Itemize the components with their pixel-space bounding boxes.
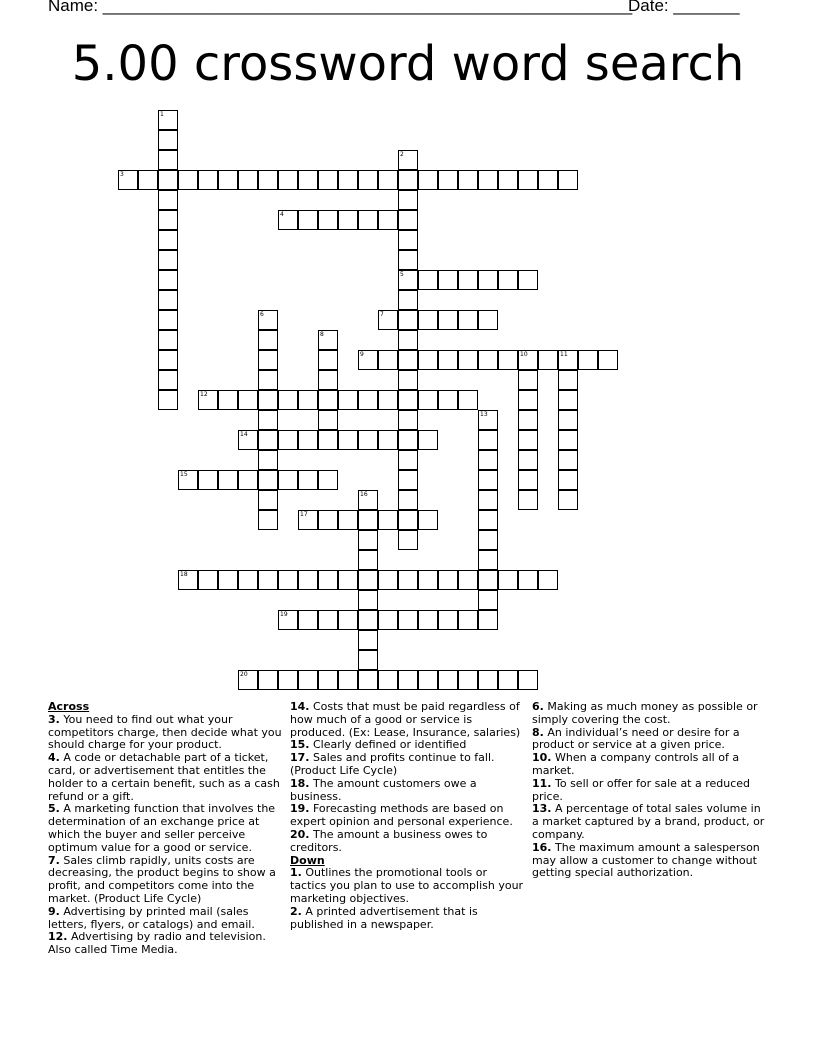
grid-cell[interactable] bbox=[298, 610, 318, 630]
grid-cell[interactable] bbox=[358, 390, 378, 410]
grid-cell[interactable] bbox=[378, 390, 398, 410]
grid-cell[interactable] bbox=[558, 410, 578, 430]
grid-cell[interactable] bbox=[318, 210, 338, 230]
grid-cell[interactable] bbox=[398, 430, 418, 450]
grid-cell[interactable] bbox=[438, 270, 458, 290]
grid-cell[interactable] bbox=[158, 130, 178, 150]
grid-cell[interactable] bbox=[498, 670, 518, 690]
grid-cell[interactable] bbox=[238, 470, 258, 490]
grid-cell[interactable] bbox=[258, 570, 278, 590]
grid-cell[interactable] bbox=[118, 170, 138, 190]
grid-cell[interactable] bbox=[158, 150, 178, 170]
grid-cell[interactable] bbox=[478, 490, 498, 510]
grid-cell[interactable] bbox=[158, 350, 178, 370]
clue-item-number: 4. bbox=[48, 751, 60, 765]
grid-cell[interactable] bbox=[538, 570, 558, 590]
grid-cell[interactable] bbox=[238, 670, 258, 690]
grid-cell[interactable] bbox=[518, 470, 538, 490]
grid-cell[interactable] bbox=[298, 430, 318, 450]
clue-item-number: 19. bbox=[290, 802, 310, 816]
clue-item bbox=[290, 829, 526, 855]
across-heading: Across bbox=[48, 700, 90, 713]
grid-cell[interactable] bbox=[518, 570, 538, 590]
grid-cell[interactable] bbox=[478, 270, 498, 290]
grid-cell[interactable] bbox=[378, 170, 398, 190]
grid-cell[interactable] bbox=[438, 350, 458, 370]
clue-item bbox=[290, 701, 526, 739]
grid-cell[interactable] bbox=[318, 170, 338, 190]
grid-cell[interactable] bbox=[498, 570, 518, 590]
grid-cell[interactable] bbox=[358, 570, 378, 590]
grid-cell[interactable] bbox=[318, 570, 338, 590]
clue-item bbox=[532, 778, 768, 804]
grid-cell[interactable] bbox=[258, 510, 278, 530]
grid-cell[interactable] bbox=[338, 430, 358, 450]
clue-item-text: Clearly defined or identified bbox=[309, 738, 467, 752]
clue-number: 8 bbox=[320, 331, 324, 338]
grid-cell[interactable] bbox=[158, 290, 178, 310]
grid-cell[interactable] bbox=[478, 550, 498, 570]
grid-cell[interactable] bbox=[138, 170, 158, 190]
page-title: 5.00 crossword word search bbox=[71, 36, 745, 92]
grid-cell[interactable] bbox=[458, 170, 478, 190]
grid-cell[interactable] bbox=[298, 470, 318, 490]
clue-item-text: Forecasting methods are based on expert opinion and personal experience. bbox=[290, 802, 513, 829]
grid-cell[interactable] bbox=[258, 670, 278, 690]
grid-cell[interactable] bbox=[398, 170, 418, 190]
grid-cell[interactable] bbox=[278, 390, 298, 410]
clue-item-text: The amount customers owe a business. bbox=[290, 776, 477, 803]
grid-cell[interactable] bbox=[338, 170, 358, 190]
grid-cell[interactable] bbox=[478, 610, 498, 630]
grid-cell[interactable] bbox=[338, 510, 358, 530]
clue-item-text: Advertising by printed mail (sales letters, flyers, or catalogs) and email. bbox=[48, 904, 255, 931]
grid-cell[interactable] bbox=[438, 170, 458, 190]
grid-cell[interactable] bbox=[398, 330, 418, 350]
grid-cell[interactable] bbox=[538, 350, 558, 370]
clue-item bbox=[48, 931, 284, 957]
clue-number: 13 bbox=[480, 411, 488, 418]
name-field-label: Name: ________________________________________________________ bbox=[48, 0, 633, 15]
grid-cell[interactable] bbox=[418, 510, 438, 530]
grid-cell[interactable] bbox=[398, 450, 418, 470]
grid-cell[interactable] bbox=[358, 170, 378, 190]
grid-cell[interactable] bbox=[458, 570, 478, 590]
clue-item-text: Sales and profits continue to fall. (Product Life Cycle) bbox=[290, 751, 495, 777]
grid-cell[interactable] bbox=[538, 170, 558, 190]
grid-cell[interactable] bbox=[418, 310, 438, 330]
grid-cell[interactable] bbox=[158, 370, 178, 390]
clue-item-text: Outlines the promotional tools or tactics you plan to use to accomplish your marketing objectives. bbox=[290, 866, 524, 905]
grid-cell[interactable] bbox=[418, 670, 438, 690]
grid-cell[interactable] bbox=[358, 490, 378, 510]
grid-cell[interactable] bbox=[318, 330, 338, 350]
grid-cell[interactable] bbox=[298, 510, 318, 530]
clue-number: 19 bbox=[280, 611, 288, 618]
grid-cell[interactable] bbox=[518, 270, 538, 290]
clue-number: 9 bbox=[360, 351, 364, 358]
date-field-label: Date: _______ bbox=[628, 0, 740, 15]
grid-cell[interactable] bbox=[518, 450, 538, 470]
grid-cell[interactable] bbox=[438, 610, 458, 630]
clue-item-text: Advertising by radio and television. Also called Time Media. bbox=[48, 930, 266, 957]
clues-column-2 bbox=[290, 701, 526, 931]
grid-cell[interactable] bbox=[458, 310, 478, 330]
clue-item-number: 14. bbox=[290, 700, 310, 713]
grid-cell[interactable] bbox=[258, 430, 278, 450]
grid-cell[interactable] bbox=[198, 390, 218, 410]
grid-cell[interactable] bbox=[398, 670, 418, 690]
grid-cell[interactable] bbox=[438, 310, 458, 330]
clue-item-number: 9. bbox=[48, 904, 60, 918]
grid-cell[interactable] bbox=[358, 350, 378, 370]
clue-number: 2 bbox=[400, 151, 404, 158]
clue-number: 20 bbox=[240, 671, 248, 678]
grid-cell[interactable] bbox=[238, 570, 258, 590]
clue-number: 5 bbox=[400, 271, 404, 278]
clue-item bbox=[290, 803, 526, 829]
grid-cell[interactable] bbox=[258, 470, 278, 490]
grid-cell[interactable] bbox=[298, 170, 318, 190]
grid-cell[interactable] bbox=[378, 670, 398, 690]
clue-item-text: The amount a business owes to creditors. bbox=[290, 827, 488, 854]
grid-cell[interactable] bbox=[318, 410, 338, 430]
clue-item-text: Making as much money as possible or simply covering the cost. bbox=[532, 700, 758, 726]
grid-cell[interactable] bbox=[398, 310, 418, 330]
grid-cell[interactable] bbox=[238, 390, 258, 410]
grid-cell[interactable] bbox=[398, 370, 418, 390]
clue-number: 10 bbox=[520, 351, 528, 358]
grid-cell[interactable] bbox=[418, 350, 438, 370]
clue-item-number: 7. bbox=[48, 853, 60, 867]
grid-cell[interactable] bbox=[478, 510, 498, 530]
grid-cell[interactable] bbox=[258, 490, 278, 510]
grid-cell[interactable] bbox=[158, 270, 178, 290]
grid-cell[interactable] bbox=[318, 370, 338, 390]
grid-cell[interactable] bbox=[598, 350, 618, 370]
grid-cell[interactable] bbox=[518, 670, 538, 690]
grid-cell[interactable] bbox=[518, 430, 538, 450]
grid-cell[interactable] bbox=[558, 470, 578, 490]
clue-item-number: 15. bbox=[290, 738, 310, 752]
clue-item-number: 1. bbox=[290, 866, 302, 880]
grid-cell[interactable] bbox=[258, 170, 278, 190]
grid-cell[interactable] bbox=[558, 490, 578, 510]
grid-cell[interactable] bbox=[278, 670, 298, 690]
grid-cell[interactable] bbox=[398, 530, 418, 550]
grid-cell[interactable] bbox=[218, 170, 238, 190]
grid-cell[interactable] bbox=[258, 370, 278, 390]
grid-cell[interactable] bbox=[398, 350, 418, 370]
grid-cell[interactable] bbox=[318, 610, 338, 630]
clue-number: 12 bbox=[200, 391, 208, 398]
clue-item-text: Sales climb rapidly, units costs are decreasing, the product begins to show a profit, and competitors come into the market. (Product Life Cycle) bbox=[48, 853, 276, 905]
grid-cell[interactable] bbox=[258, 390, 278, 410]
grid-cell[interactable] bbox=[158, 170, 178, 190]
grid-cell[interactable] bbox=[398, 190, 418, 210]
grid-cell[interactable] bbox=[398, 570, 418, 590]
clue-item bbox=[532, 752, 768, 778]
grid-cell[interactable] bbox=[458, 670, 478, 690]
grid-cell[interactable] bbox=[398, 490, 418, 510]
grid-cell[interactable] bbox=[398, 610, 418, 630]
grid-cell[interactable] bbox=[558, 370, 578, 390]
grid-cell[interactable] bbox=[578, 350, 598, 370]
grid-cell[interactable] bbox=[478, 310, 498, 330]
down-heading: Down bbox=[290, 853, 325, 867]
grid-cell[interactable] bbox=[358, 650, 378, 670]
grid-cell[interactable] bbox=[478, 530, 498, 550]
clue-item-number: 3. bbox=[48, 712, 60, 726]
grid-cell[interactable] bbox=[438, 390, 458, 410]
grid-cell[interactable] bbox=[558, 450, 578, 470]
clues-column-3 bbox=[532, 701, 768, 880]
clue-number: 6 bbox=[260, 311, 264, 318]
grid-cell[interactable] bbox=[418, 170, 438, 190]
clue-item-number: 16. bbox=[532, 840, 552, 854]
grid-cell[interactable] bbox=[378, 350, 398, 370]
clue-number: 18 bbox=[180, 571, 188, 578]
clue-item bbox=[290, 867, 526, 905]
grid-cell[interactable] bbox=[298, 210, 318, 230]
clue-item bbox=[48, 714, 284, 752]
grid-cell[interactable] bbox=[358, 530, 378, 550]
grid-cell[interactable] bbox=[478, 410, 498, 430]
clue-item bbox=[290, 778, 526, 804]
grid-cell[interactable] bbox=[278, 570, 298, 590]
grid-cell[interactable] bbox=[478, 590, 498, 610]
clue-number: 17 bbox=[300, 511, 308, 518]
grid-cell[interactable] bbox=[338, 210, 358, 230]
grid-cell[interactable] bbox=[318, 470, 338, 490]
grid-cell[interactable] bbox=[318, 670, 338, 690]
grid-cell[interactable] bbox=[558, 430, 578, 450]
grid-cell[interactable] bbox=[358, 630, 378, 650]
grid-cell[interactable] bbox=[398, 510, 418, 530]
clue-number: 14 bbox=[240, 431, 248, 438]
grid-cell[interactable] bbox=[398, 230, 418, 250]
grid-cell[interactable] bbox=[418, 390, 438, 410]
grid-cell[interactable] bbox=[218, 570, 238, 590]
clue-item-text: A code or detachable part of a ticket, card, or advertisement that entitles the holder to a certain benefit, such as a cash refund or a gift. bbox=[48, 751, 280, 803]
grid-cell[interactable] bbox=[298, 390, 318, 410]
clue-item bbox=[532, 727, 768, 753]
clue-item-number: 12. bbox=[48, 930, 68, 944]
grid-cell[interactable] bbox=[438, 570, 458, 590]
grid-cell[interactable] bbox=[158, 330, 178, 350]
grid-cell[interactable] bbox=[418, 430, 438, 450]
clue-number: 11 bbox=[560, 351, 568, 358]
grid-cell[interactable] bbox=[238, 430, 258, 450]
grid-cell[interactable] bbox=[458, 350, 478, 370]
grid-cell[interactable] bbox=[478, 670, 498, 690]
grid-cell[interactable] bbox=[378, 510, 398, 530]
grid-cell[interactable] bbox=[378, 310, 398, 330]
clue-item-text: The maximum amount a salesperson may allow a customer to change without getting special authorization. bbox=[532, 840, 760, 880]
clue-item bbox=[48, 906, 284, 932]
clue-item-text: Costs that must be paid regardless of how much of a good or service is produced. (Ex: Lease, Insurance, salaries) bbox=[290, 700, 521, 739]
grid-cell[interactable] bbox=[318, 390, 338, 410]
grid-cell[interactable] bbox=[258, 410, 278, 430]
grid-cell[interactable] bbox=[418, 570, 438, 590]
grid-cell[interactable] bbox=[218, 390, 238, 410]
grid-cell[interactable] bbox=[358, 610, 378, 630]
grid-cell[interactable] bbox=[378, 430, 398, 450]
grid-cell[interactable] bbox=[238, 170, 258, 190]
clue-item-text: A marketing function that involves the determination of an exchange price at which the buyer and seller perceive optimum value for a good or service. bbox=[48, 802, 276, 854]
clue-item bbox=[48, 803, 284, 854]
clue-item bbox=[532, 842, 768, 880]
grid-cell[interactable] bbox=[198, 170, 218, 190]
clue-number: 4 bbox=[280, 211, 284, 218]
grid-cell[interactable] bbox=[358, 550, 378, 570]
clue-item-number: 17. bbox=[290, 751, 310, 765]
grid-cell[interactable] bbox=[378, 570, 398, 590]
grid-cell[interactable] bbox=[258, 330, 278, 350]
clue-number: 3 bbox=[120, 171, 124, 178]
clue-item-text: An individual’s need or desire for a product or service at a given price. bbox=[532, 725, 740, 752]
grid-cell[interactable] bbox=[378, 210, 398, 230]
clue-item-text: You need to find out what your competitors charge, then decide what you should charge for your product. bbox=[48, 712, 282, 752]
grid-cell[interactable] bbox=[458, 610, 478, 630]
clue-item-text: A percentage of total sales volume in a market captured by a brand, product, or company. bbox=[532, 802, 765, 841]
grid-cell[interactable] bbox=[398, 470, 418, 490]
clue-item-number: 10. bbox=[532, 751, 552, 765]
grid-cell[interactable] bbox=[398, 250, 418, 270]
grid-cell[interactable] bbox=[398, 410, 418, 430]
grid-cell[interactable] bbox=[158, 310, 178, 330]
clue-item-text: A printed advertisement that is published in a newspaper. bbox=[290, 904, 478, 931]
clue-item-text: When a company controls all of a market. bbox=[532, 751, 740, 777]
grid-cell[interactable] bbox=[358, 590, 378, 610]
clue-item-number: 11. bbox=[532, 776, 552, 790]
grid-cell[interactable] bbox=[558, 170, 578, 190]
grid-cell[interactable] bbox=[158, 210, 178, 230]
grid-cell[interactable] bbox=[398, 290, 418, 310]
grid-cell[interactable] bbox=[518, 350, 538, 370]
grid-cell[interactable] bbox=[478, 570, 498, 590]
grid-cell[interactable] bbox=[278, 610, 298, 630]
grid-cell[interactable] bbox=[398, 270, 418, 290]
clue-item bbox=[48, 752, 284, 803]
clue-item-number: 13. bbox=[532, 802, 552, 816]
clue-item-number: 20. bbox=[290, 827, 310, 841]
grid-cell[interactable] bbox=[338, 390, 358, 410]
grid-cell[interactable] bbox=[318, 430, 338, 450]
grid-cell[interactable] bbox=[318, 510, 338, 530]
clue-item-number: 6. bbox=[532, 700, 544, 713]
grid-cell[interactable] bbox=[278, 470, 298, 490]
grid-cell[interactable] bbox=[258, 310, 278, 330]
grid-cell[interactable] bbox=[478, 170, 498, 190]
grid-cell[interactable] bbox=[298, 570, 318, 590]
clue-number: 15 bbox=[180, 471, 188, 478]
clue-item-number: 2. bbox=[290, 904, 302, 918]
grid-cell[interactable] bbox=[478, 350, 498, 370]
grid-cell[interactable] bbox=[478, 430, 498, 450]
grid-cell[interactable] bbox=[498, 270, 518, 290]
grid-cell[interactable] bbox=[358, 430, 378, 450]
grid-cell[interactable] bbox=[378, 610, 398, 630]
clue-item-number: 8. bbox=[532, 725, 544, 739]
grid-cell[interactable] bbox=[478, 470, 498, 490]
clues-column-1 bbox=[48, 701, 284, 957]
grid-cell[interactable] bbox=[278, 170, 298, 190]
grid-cell[interactable] bbox=[218, 470, 238, 490]
grid-cell[interactable] bbox=[518, 370, 538, 390]
grid-cell[interactable] bbox=[518, 490, 538, 510]
clue-item bbox=[48, 855, 284, 906]
clue-number: 16 bbox=[360, 491, 368, 498]
grid-cell[interactable] bbox=[338, 570, 358, 590]
grid-cell[interactable] bbox=[498, 350, 518, 370]
grid-cell[interactable] bbox=[478, 450, 498, 470]
grid-cell[interactable] bbox=[358, 510, 378, 530]
grid-cell[interactable] bbox=[458, 270, 478, 290]
grid-cell[interactable] bbox=[158, 110, 178, 130]
grid-cell[interactable] bbox=[178, 470, 198, 490]
grid-cell[interactable] bbox=[178, 570, 198, 590]
grid-cell[interactable] bbox=[198, 570, 218, 590]
grid-cell[interactable] bbox=[338, 610, 358, 630]
grid-cell[interactable] bbox=[178, 170, 198, 190]
grid-cell[interactable] bbox=[398, 150, 418, 170]
grid-cell[interactable] bbox=[258, 450, 278, 470]
grid-cell[interactable] bbox=[398, 390, 418, 410]
grid-cell[interactable] bbox=[158, 190, 178, 210]
grid-cell[interactable] bbox=[418, 270, 438, 290]
clue-item bbox=[532, 803, 768, 841]
clue-number: 1 bbox=[160, 111, 164, 118]
clue-item bbox=[290, 906, 526, 932]
clue-number: 7 bbox=[380, 311, 384, 318]
grid-cell[interactable] bbox=[158, 230, 178, 250]
grid-cell[interactable] bbox=[458, 390, 478, 410]
clue-item bbox=[290, 752, 526, 778]
grid-cell[interactable] bbox=[338, 670, 358, 690]
grid-cell[interactable] bbox=[278, 430, 298, 450]
grid-cell[interactable] bbox=[318, 350, 338, 370]
grid-cell[interactable] bbox=[278, 210, 298, 230]
grid-cell[interactable] bbox=[518, 410, 538, 430]
grid-cell[interactable] bbox=[158, 390, 178, 410]
grid-cell[interactable] bbox=[518, 390, 538, 410]
grid-cell[interactable] bbox=[358, 210, 378, 230]
grid-cell[interactable] bbox=[518, 170, 538, 190]
grid-cell[interactable] bbox=[558, 390, 578, 410]
grid-cell[interactable] bbox=[298, 670, 318, 690]
grid-cell[interactable] bbox=[558, 350, 578, 370]
clue-item-text: To sell or offer for sale at a reduced price. bbox=[532, 776, 751, 803]
grid-cell[interactable] bbox=[438, 670, 458, 690]
grid-cell[interactable] bbox=[258, 350, 278, 370]
clue-item bbox=[532, 701, 768, 727]
grid-cell[interactable] bbox=[498, 170, 518, 190]
grid-cell[interactable] bbox=[398, 210, 418, 230]
clue-item-number: 18. bbox=[290, 776, 310, 790]
grid-cell[interactable] bbox=[358, 670, 378, 690]
grid-cell[interactable] bbox=[198, 470, 218, 490]
grid-cell[interactable] bbox=[158, 250, 178, 270]
grid-cell[interactable] bbox=[418, 610, 438, 630]
clue-item-number: 5. bbox=[48, 802, 60, 816]
